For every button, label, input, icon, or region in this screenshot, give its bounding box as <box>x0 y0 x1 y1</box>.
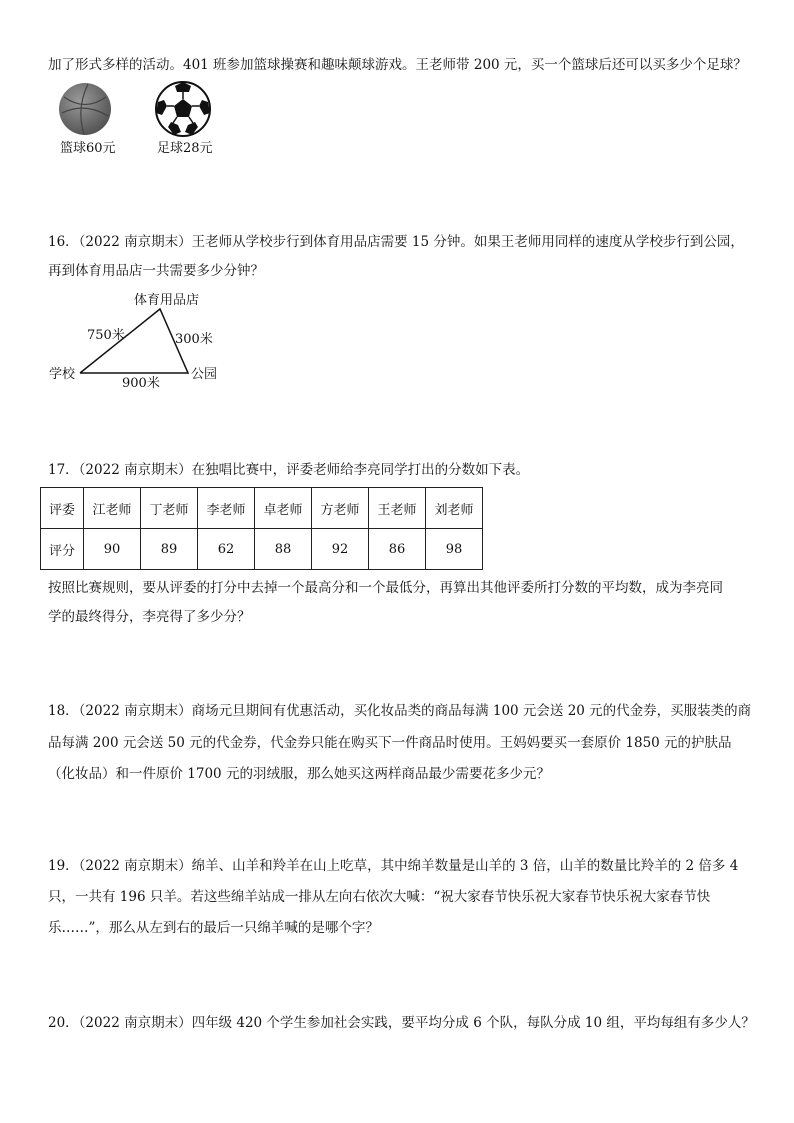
table-cell: 62 <box>198 529 255 570</box>
table-cell: 88 <box>255 529 312 570</box>
q18-line1: 18．（2022 南京期末）商场元旦期间有优惠活动，买化妆品类的商品每满 100 元会送 20 元的代金券，买服装类的商 <box>48 703 752 719</box>
table-cell: 90 <box>84 529 141 570</box>
q19-line3: 乐……”，那么从左到右的最后一只绵羊喊的是哪个字？ <box>48 920 379 936</box>
soccer-ball-icon <box>154 80 212 138</box>
q17-intro: 17．（2022 南京期末）在独唱比赛中，评委老师给李亮同学打出的分数如下表。 <box>48 462 530 478</box>
table-cell: 86 <box>369 529 426 570</box>
q18-line3: （化妆品）和一件原价 1700 元的羽绒服，那么她买这两样商品最少需要花多少元？ <box>48 766 550 782</box>
table-cell: 89 <box>141 529 198 570</box>
basketball-icon <box>58 82 112 136</box>
table-cell: 98 <box>426 529 483 570</box>
q15-text: 加了形式多样的活动。401 班参加篮球操赛和趣味颠球游戏。王老师带 200 元，买一个篮球后还可以买多少个足球？ <box>48 57 747 73</box>
basketball-label: 篮球60元 <box>60 141 116 156</box>
q16-line1: 16．（2022 南京期末）王老师从学校步行到体育用品店需要 15 分钟。如果王老师用同样的速度从学校步行到公园， <box>48 234 744 250</box>
table-cell: 评委 <box>41 488 84 529</box>
table-cell: 李老师 <box>198 488 255 529</box>
q18-line2: 品每满 200 元会送 50 元的代金券，代金券只能在购买下一件商品时使用。王妈妈要买一套原价 1850 元的护肤品 <box>48 735 732 751</box>
table-row <box>41 529 483 570</box>
table-row <box>41 488 483 529</box>
q17-line1: 按照比赛规则，要从评委的打分中去掉一个最高分和一个最低分，再算出其他评委所打分数的平均数，成为李亮同 <box>48 580 723 596</box>
q16-line2: 再到体育用品店一共需要多少分钟？ <box>48 263 264 279</box>
q19-line2: 只，一共有 196 只羊。若这些绵羊站成一排从左向右依次大喊：“祝大家春节快乐祝大家春节快乐祝大家春节快 <box>48 889 711 905</box>
label-750m: 750米 <box>87 328 125 343</box>
table-cell: 92 <box>312 529 369 570</box>
q19-line1: 19．（2022 南京期末）绵羊、山羊和羚羊在山上吃草，其中绵羊数量是山羊的 3 倍，山羊的数量比羚羊的 2 倍多 4 <box>48 858 739 874</box>
soccer-ball-label: 足球28元 <box>157 141 213 156</box>
table-cell: 卓老师 <box>255 488 312 529</box>
table-cell: 方老师 <box>312 488 369 529</box>
q17-line2: 学的最终得分，李亮得了多少分？ <box>48 609 251 625</box>
label-sports-store: 体育用品店 <box>134 293 200 308</box>
label-park: 公园 <box>191 367 218 382</box>
table-cell: 刘老师 <box>426 488 483 529</box>
table-cell: 评分 <box>41 529 84 570</box>
label-300m: 300米 <box>175 332 213 347</box>
q20-line1: 20．（2022 南京期末）四年级 420 个学生参加社会实践，要平均分成 6 个队，每队分成 10 组，平均每组有多少人？ <box>48 1015 755 1031</box>
label-school: 学校 <box>49 367 76 382</box>
table-cell: 王老师 <box>369 488 426 529</box>
score-table <box>40 487 483 570</box>
label-900m: 900米 <box>122 376 160 391</box>
table-cell: 江老师 <box>84 488 141 529</box>
table-cell: 丁老师 <box>141 488 198 529</box>
